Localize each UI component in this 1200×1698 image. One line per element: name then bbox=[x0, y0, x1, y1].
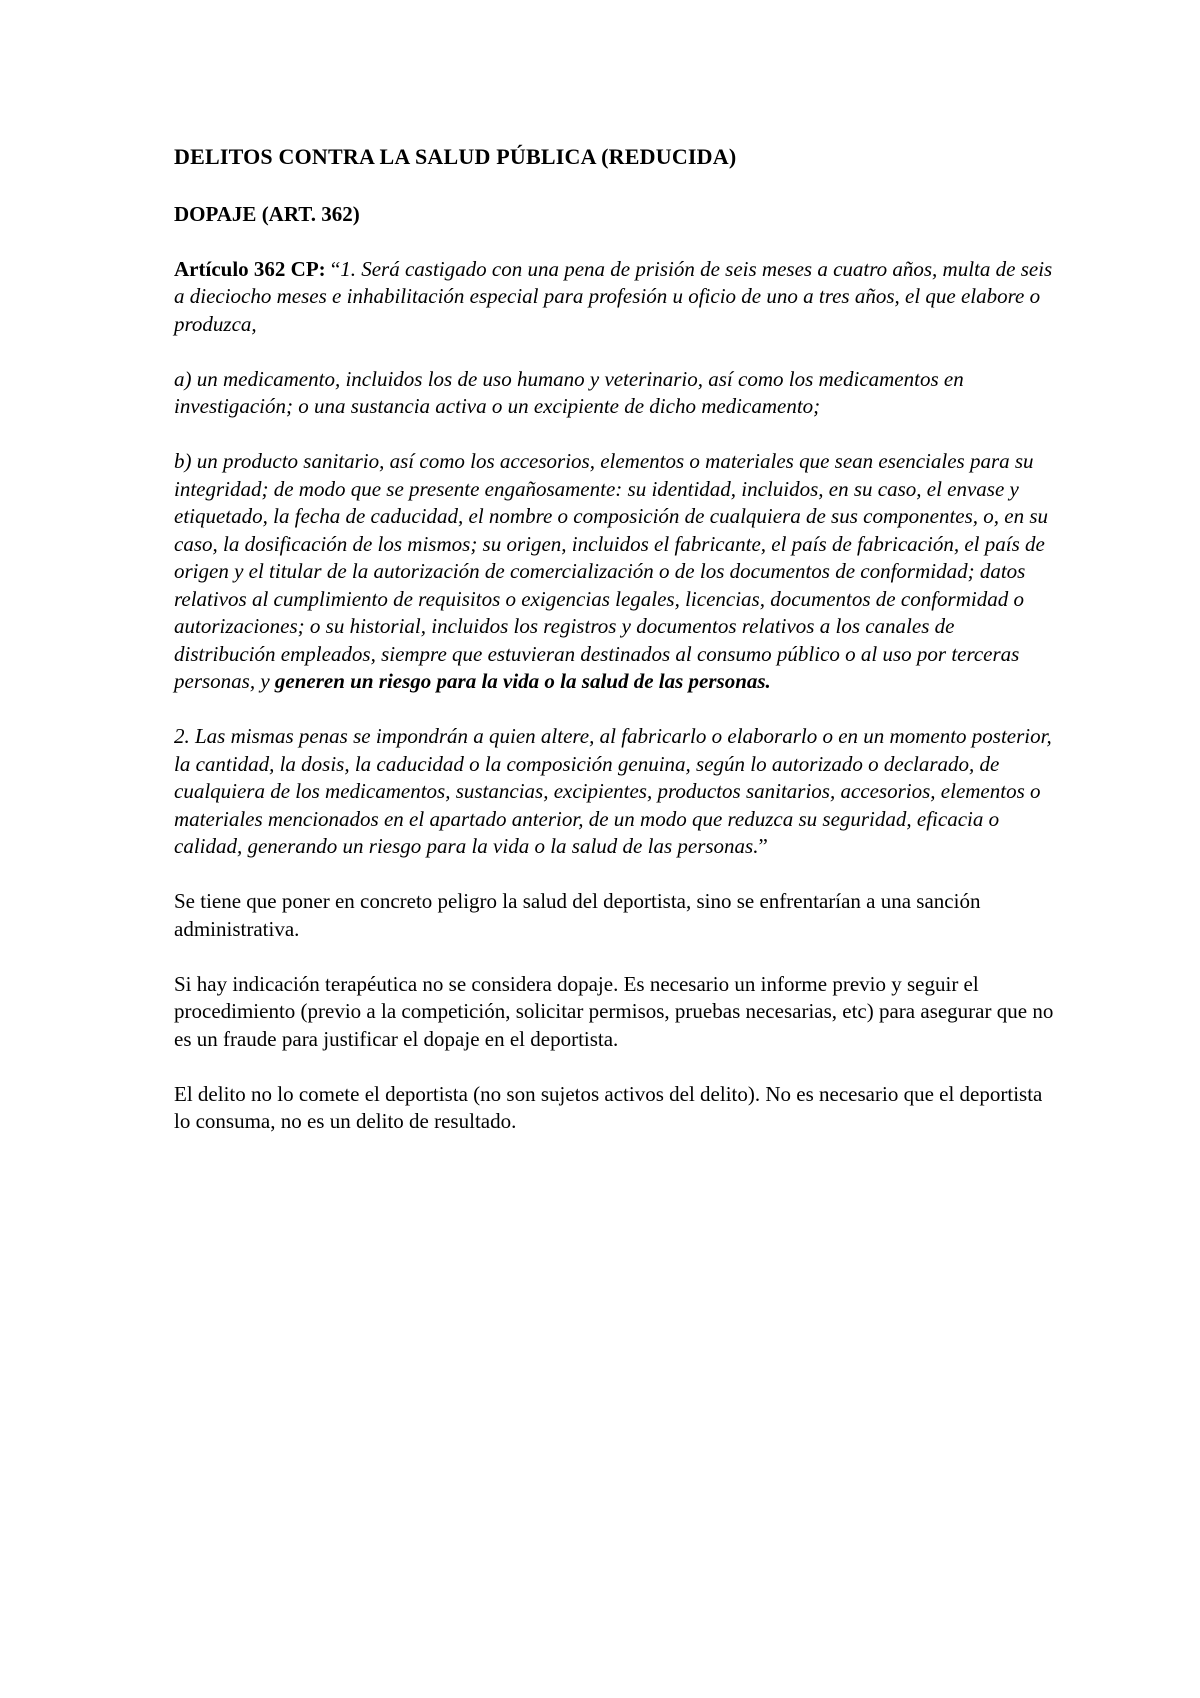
article-label: Artículo 362 CP: bbox=[174, 256, 326, 281]
article-item-a: a) un medicamento, incluidos los de uso humano y veterinario, así como los medicamentos en investigación; o una sustancia activa o un excipiente de dicho medicamento; bbox=[174, 366, 964, 418]
article-item-b bbox=[174, 448, 1054, 696]
note-paragraph-2: Si hay indicación terapéutica no se considera dopaje. Es necesario un informe previo y seguir el procedimiento (previo a la competición, solicitar permisos, pruebas necesarias, etc) para asegurar que no es un fraude para justificar el dopaje en el deportista. bbox=[174, 971, 1054, 1051]
article-text-1: 1. Será castigado con una pena de prisión de seis meses a cuatro años, multa de seis a dieciocho meses e inhabilitación especial para profesión u oficio de uno a tres años, el que elabore o produzca, bbox=[174, 256, 1053, 336]
document-title: DELITOS CONTRA LA SALUD PÚBLICA (REDUCIDA) bbox=[174, 144, 737, 169]
article-item-b-emphasis: generen un riesgo para la vida o la salud de las personas. bbox=[274, 669, 771, 693]
article-text-2: 2. Las mismas penas se impondrán a quien altere, al fabricarlo o elaborarlo o en un momento posterior, la cantidad, la dosis, la caducidad o la composición genuina, según lo autorizado o declarado, de cualquiera de los medicamentos, sustancias, excipientes, productos sanitarios, accesorios, elementos o materiales mencionados en el apartado anterior, de un modo que reduzca su seguridad, eficacia o calidad, generando un riesgo para la vida o la salud de las personas. bbox=[174, 724, 1052, 858]
note-paragraph-3: El delito no lo comete el deportista (no son sujetos activos del delito). No es necesario que el deportista lo consuma, no es un delito de resultado. bbox=[174, 1081, 1043, 1133]
article-item-b-text: b) un producto sanitario, así como los accesorios, elementos o materiales que sean esenciales para su integridad; de modo que se presente engañosamente: su identidad, incluidos, en su caso, el envase y etiquetado, la fecha de caducidad, el nombre o composición de cualquiera de sus componentes, o, en su caso, la dosificación de los mismos; su origen, incluidos el fabricante, el país de fabricación, el país de origen y el titular de la autorización de comercialización o de los documentos de conformidad; datos relativos al cumplimiento de requisitos o exigencias legales, licencias, documentos de conformidad o autorizaciones; o su historial, incluidos los registros y documentos relativos a los canales de distribución empleados, siempre que estuvieran destinados al consumo público o al uso por terceras personas, y bbox=[174, 449, 1049, 693]
note-paragraph-1: Se tiene que poner en concreto peligro la salud del deportista, sino se enfrentarían a una sanción administrativa. bbox=[174, 889, 981, 941]
closing-quote: ” bbox=[758, 834, 768, 858]
article-paragraph-1 bbox=[174, 256, 1054, 339]
section-heading: DOPAJE (ART. 362) bbox=[174, 201, 360, 226]
article-paragraph-2 bbox=[174, 723, 1054, 861]
opening-quote: “ bbox=[325, 256, 341, 281]
document-page bbox=[174, 143, 1054, 1163]
